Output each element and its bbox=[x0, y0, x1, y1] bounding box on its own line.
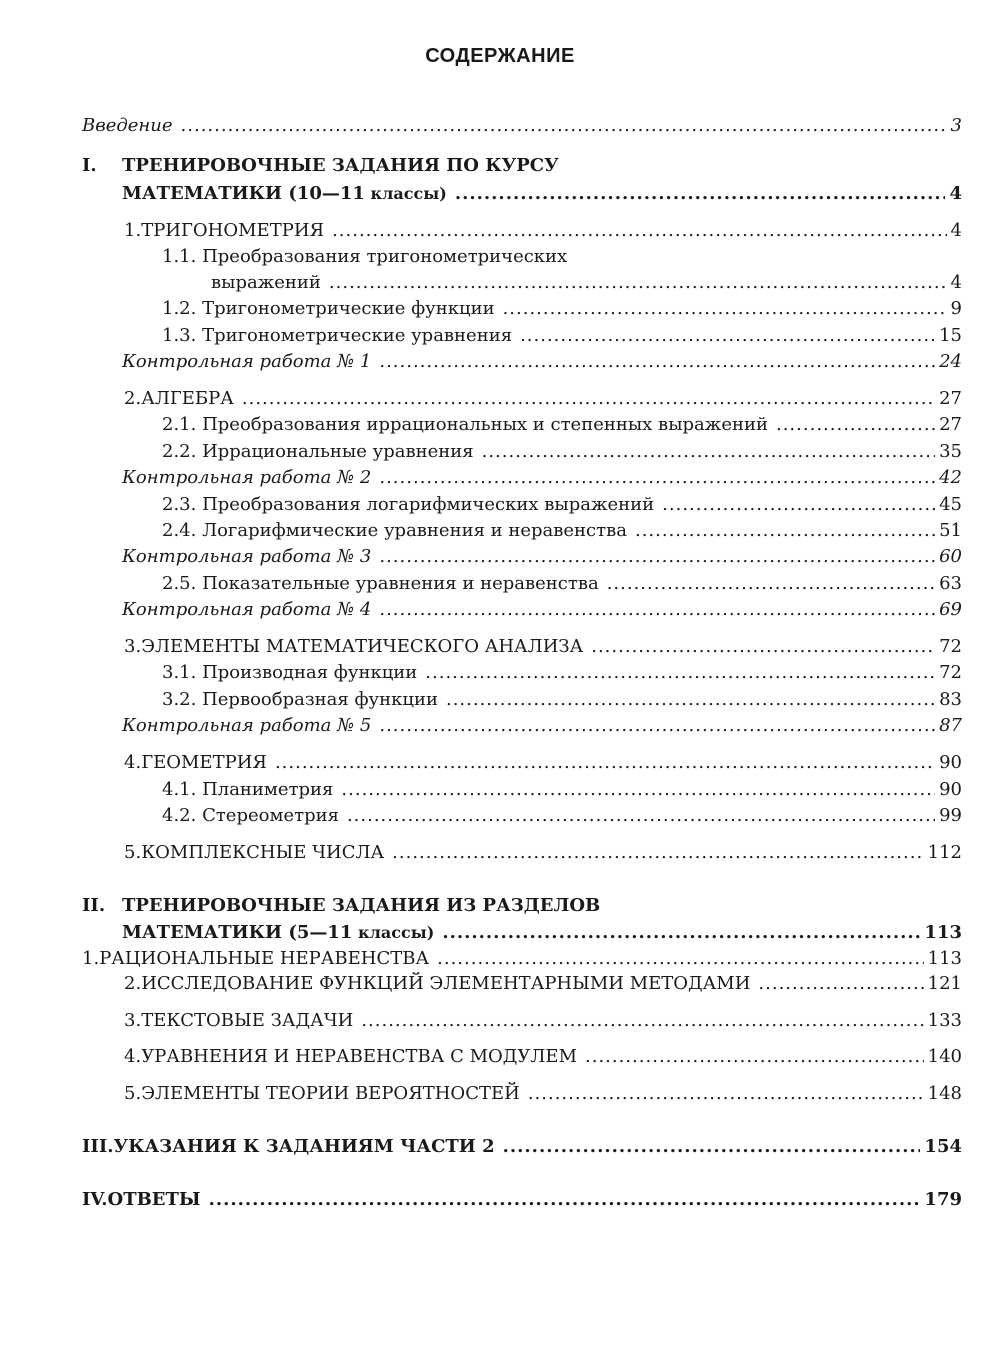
toc-entry-2-4[interactable] bbox=[162, 519, 962, 543]
leader-dots bbox=[242, 387, 935, 411]
page-number: 15 bbox=[939, 325, 962, 346]
entry-number: IV. bbox=[82, 1189, 108, 1210]
toc-entry-1-1[interactable] bbox=[211, 271, 962, 295]
entry-title: РАЦИОНАЛЬНЫЕ НЕРАВЕНСТВА bbox=[99, 948, 430, 969]
entry-title: 1.3. Тригонометрические уравнения bbox=[162, 325, 513, 346]
page-number: 45 bbox=[939, 494, 962, 515]
toc-entry-3-1[interactable] bbox=[162, 661, 962, 685]
entry-title-line1: 1.1. Преобразования тригонометрических bbox=[162, 246, 568, 267]
leader-dots bbox=[379, 466, 935, 490]
entry-title: ОТВЕТЫ bbox=[107, 1189, 201, 1210]
entry-title: ТРИГОНОМЕТРИЯ bbox=[141, 220, 325, 241]
toc-entry-kr1[interactable] bbox=[122, 350, 962, 374]
leader-dots bbox=[503, 297, 947, 321]
page-number: 35 bbox=[939, 441, 962, 462]
entry-number: 5. bbox=[124, 842, 142, 863]
leader-dots bbox=[662, 493, 935, 517]
entry-number: 4. bbox=[124, 1046, 142, 1067]
page-number: 148 bbox=[927, 1083, 962, 1104]
title-suffix: классы) bbox=[364, 184, 447, 203]
page-number: 179 bbox=[924, 1189, 962, 1210]
leader-dots bbox=[503, 1135, 921, 1159]
page-number: 113 bbox=[924, 922, 962, 943]
page-number: 90 bbox=[939, 752, 962, 773]
toc-entry-2-5[interactable] bbox=[162, 572, 962, 596]
entry-number: 4. bbox=[124, 752, 142, 773]
toc-entry-kr2[interactable] bbox=[122, 466, 962, 490]
page-number: 113 bbox=[927, 948, 962, 969]
title-suffix: классы) bbox=[352, 923, 435, 942]
leader-dots bbox=[585, 1045, 924, 1069]
entry-title: ТЕКСТОВЫЕ ЗАДАЧИ bbox=[141, 1010, 354, 1031]
entry-title bbox=[122, 921, 434, 945]
page-number: 72 bbox=[939, 662, 962, 683]
entry-title: ЭЛЕМЕНТЫ МАТЕМАТИЧЕСКОГО АНАЛИЗА bbox=[141, 636, 584, 657]
entry-number: 1. bbox=[124, 220, 142, 241]
entry-title: ЭЛЕМЕНТЫ ТЕОРИИ ВЕРОЯТНОСТЕЙ bbox=[141, 1083, 520, 1104]
entry-title: Контрольная работа № 4 bbox=[122, 599, 372, 620]
part-number: II. bbox=[82, 895, 106, 916]
entry-title: Контрольная работа № 5 bbox=[122, 715, 372, 736]
leader-dots bbox=[209, 1188, 921, 1212]
leader-dots bbox=[361, 1009, 923, 1033]
page-number: 140 bbox=[927, 1046, 962, 1067]
leader-dots bbox=[446, 688, 935, 712]
toc-entry-kr4[interactable] bbox=[122, 598, 962, 622]
page-number: 69 bbox=[939, 599, 962, 620]
leader-dots bbox=[275, 751, 935, 775]
entry-title: 2.5. Показательные уравнения и неравенства bbox=[162, 573, 599, 594]
page-number: 4 bbox=[949, 183, 962, 204]
page-number: 27 bbox=[939, 388, 962, 409]
entry-title: Контрольная работа № 1 bbox=[122, 351, 372, 372]
leader-dots bbox=[425, 661, 935, 685]
entry-number: III. bbox=[82, 1136, 114, 1157]
toc-entry-word-problems[interactable] bbox=[124, 1009, 962, 1033]
entry-title: 2.4. Логарифмические уравнения и неравенства bbox=[162, 520, 627, 541]
page-number: 83 bbox=[939, 689, 962, 710]
leader-dots bbox=[379, 350, 935, 374]
page-number: 133 bbox=[927, 1010, 962, 1031]
leader-dots bbox=[329, 271, 947, 295]
entry-title: 3.2. Первообразная функции bbox=[162, 689, 438, 710]
leader-dots bbox=[181, 114, 947, 138]
entry-number: 2. bbox=[124, 388, 142, 409]
leader-dots bbox=[379, 598, 935, 622]
entry-title: 2.1. Преобразования иррациональных и степенных выражений bbox=[162, 414, 768, 435]
toc-entry-probability[interactable] bbox=[124, 1082, 962, 1106]
entry-title bbox=[122, 182, 447, 206]
title-text: МАТЕМАТИКИ (5—11 bbox=[122, 922, 353, 943]
entry-title: 1.2. Тригонометрические функции bbox=[162, 298, 495, 319]
entry-number: 1. bbox=[82, 948, 100, 969]
entry-title: Контрольная работа № 2 bbox=[122, 467, 372, 488]
page-number: 154 bbox=[924, 1136, 962, 1157]
entry-title: УКАЗАНИЯ К ЗАДАНИЯМ ЧАСТИ 2 bbox=[113, 1136, 495, 1157]
toc-entry-part1[interactable] bbox=[122, 182, 962, 206]
page-number: 63 bbox=[939, 573, 962, 594]
leader-dots bbox=[482, 440, 936, 464]
entry-title: Контрольная работа № 3 bbox=[122, 546, 372, 567]
toc-entry-geometry[interactable] bbox=[124, 751, 962, 775]
toc-entry-modulus[interactable] bbox=[124, 1045, 962, 1069]
leader-dots bbox=[758, 972, 923, 996]
toc-entry-4-1[interactable] bbox=[162, 778, 962, 802]
entry-title: 2.3. Преобразования логарифмических выражений bbox=[162, 494, 655, 515]
page-number: 24 bbox=[939, 351, 962, 372]
leader-dots bbox=[607, 572, 935, 596]
leader-dots bbox=[341, 778, 935, 802]
part-title-line1: ТРЕНИРОВОЧНЫЕ ЗАДАНИЯ ПО КУРСУ bbox=[122, 155, 559, 176]
entry-title: ГЕОМЕТРИЯ bbox=[141, 752, 267, 773]
toc-entry-3-2[interactable] bbox=[162, 688, 962, 712]
toc-entry-part2[interactable] bbox=[122, 921, 962, 945]
part-number: I. bbox=[82, 155, 97, 176]
entry-title: Введение bbox=[82, 115, 173, 136]
page-number: 4 bbox=[950, 272, 962, 293]
toc-entry-algebra[interactable] bbox=[124, 387, 962, 411]
entry-title: 3.1. Производная функции bbox=[162, 662, 418, 683]
leader-dots bbox=[392, 841, 923, 865]
page-number: 27 bbox=[939, 414, 962, 435]
leader-dots bbox=[332, 219, 946, 243]
toc-entry-2-3[interactable] bbox=[162, 493, 962, 517]
entry-title: 4.2. Стереометрия bbox=[162, 805, 339, 826]
page-number: 60 bbox=[939, 546, 962, 567]
entry-title: АЛГЕБРА bbox=[141, 388, 234, 409]
part-title-line1: ТРЕНИРОВОЧНЫЕ ЗАДАНИЯ ИЗ РАЗДЕЛОВ bbox=[122, 895, 601, 916]
toc-entry-part4[interactable] bbox=[82, 1188, 962, 1212]
entry-title: КОМПЛЕКСНЫЕ ЧИСЛА bbox=[141, 842, 385, 863]
page-number: 72 bbox=[939, 636, 962, 657]
toc-entry-1-2[interactable] bbox=[162, 297, 962, 321]
entry-title: 2.2. Иррациональные уравнения bbox=[162, 441, 474, 462]
toc-entry-part3[interactable] bbox=[82, 1135, 962, 1159]
toc-entry-analysis[interactable] bbox=[124, 635, 962, 659]
entry-title: выражений bbox=[211, 272, 321, 293]
toc-entry-intro[interactable] bbox=[82, 114, 962, 138]
page-number: 87 bbox=[939, 715, 962, 736]
leader-dots bbox=[591, 635, 935, 659]
toc-entry-2-2[interactable] bbox=[162, 440, 962, 464]
leader-dots bbox=[520, 324, 935, 348]
page-number: 4 bbox=[950, 220, 962, 241]
leader-dots bbox=[635, 519, 935, 543]
leader-dots bbox=[776, 413, 935, 437]
leader-dots bbox=[347, 804, 935, 828]
page-number: 90 bbox=[939, 779, 962, 800]
page-number: 3 bbox=[950, 115, 962, 136]
leader-dots bbox=[379, 714, 935, 738]
toc-entry-complex[interactable] bbox=[124, 841, 962, 865]
toc-entry-trig[interactable] bbox=[124, 219, 962, 243]
toc-entry-1-3[interactable] bbox=[162, 324, 962, 348]
page-number: 99 bbox=[939, 805, 962, 826]
entry-title: ИССЛЕДОВАНИЕ ФУНКЦИЙ ЭЛЕМЕНТАРНЫМИ МЕТОДАМИ bbox=[141, 973, 751, 994]
page-number: 51 bbox=[939, 520, 962, 541]
toc-entry-4-2[interactable] bbox=[162, 804, 962, 828]
toc-entry-2-1[interactable] bbox=[162, 413, 962, 437]
page-title: СОДЕРЖАНИЕ bbox=[425, 45, 575, 67]
entry-number: 3. bbox=[124, 1010, 142, 1031]
toc-entry-functions[interactable] bbox=[124, 972, 962, 996]
leader-dots bbox=[455, 182, 946, 206]
entry-number: 3. bbox=[124, 636, 142, 657]
page-number: 112 bbox=[927, 842, 962, 863]
leader-dots bbox=[442, 921, 920, 945]
entry-title: УРАВНЕНИЯ И НЕРАВЕНСТВА С МОДУЛЕМ bbox=[141, 1046, 577, 1067]
page-number: 121 bbox=[927, 973, 962, 994]
title-text: МАТЕМАТИКИ (10—11 bbox=[122, 183, 365, 204]
entry-title: 4.1. Планиметрия bbox=[162, 779, 334, 800]
page-number: 9 bbox=[950, 298, 962, 319]
page-number: 42 bbox=[939, 467, 962, 488]
entry-number: 2. bbox=[124, 973, 142, 994]
toc-entry-rational[interactable] bbox=[82, 947, 962, 971]
leader-dots bbox=[379, 545, 935, 569]
toc-entry-kr3[interactable] bbox=[122, 545, 962, 569]
toc-entry-kr5[interactable] bbox=[122, 714, 962, 738]
entry-number: 5. bbox=[124, 1083, 142, 1104]
leader-dots bbox=[437, 947, 924, 971]
leader-dots bbox=[528, 1082, 924, 1106]
